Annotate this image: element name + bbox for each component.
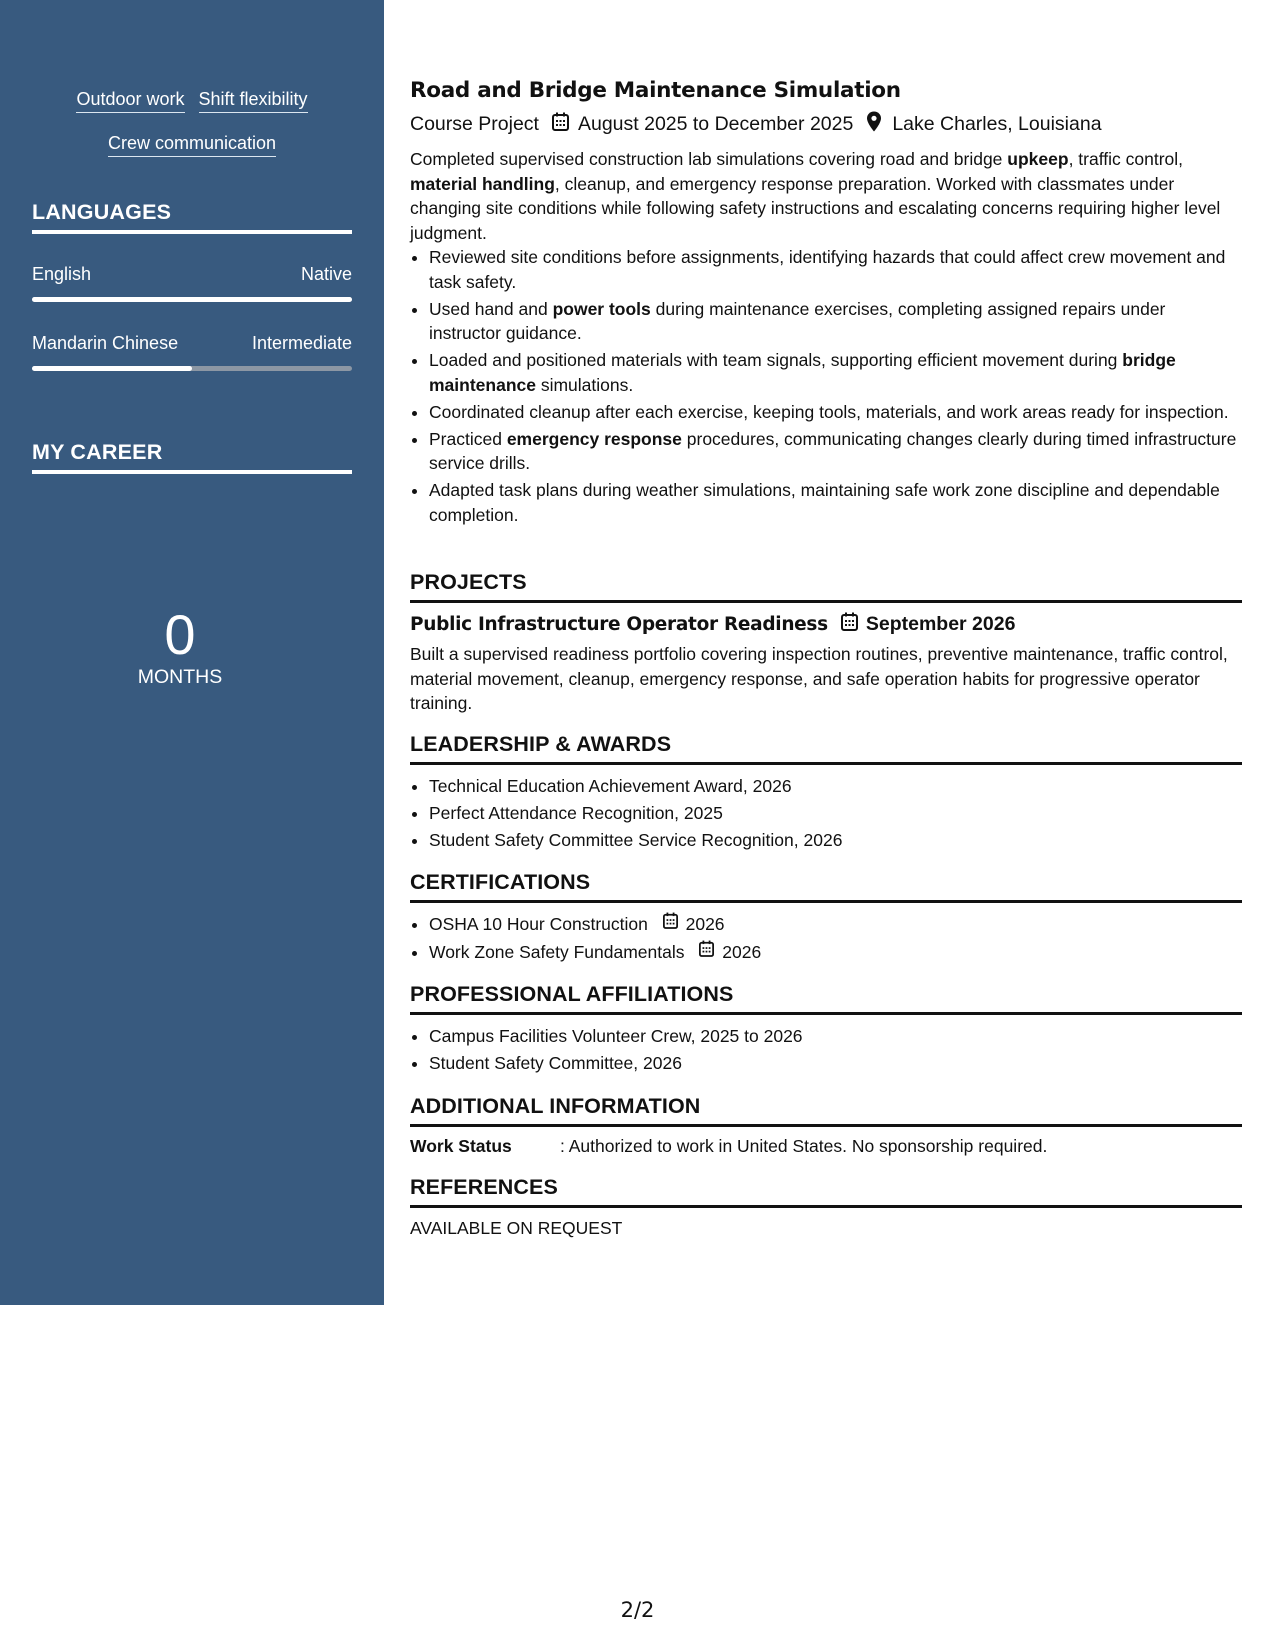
career-months-unit: MONTHS [137,666,223,688]
awards-list-block [410,774,1242,855]
awards-heading: LEADERSHIP & AWARDS [410,732,1242,765]
text-run: Adapted task plans during weather simulations, maintaining safe work zone discipline and dependable completion. [429,480,1220,525]
experience-summary [410,147,1242,245]
experience-bullets [410,245,1242,527]
text-run: Reviewed site conditions before assignments, identifying hazards that could affect crew movement and task safety. [429,247,1226,292]
list-item: • Technical Education Achievement Award, 2026 [429,774,1242,799]
experience-title: Road and Bridge Maintenance Simulation [410,78,901,103]
bold-text: power tools [552,298,651,319]
language-proficiency-fill [32,297,352,302]
calendar-icon [841,612,858,637]
project-date: September 2026 [865,613,1016,635]
list-item: • Student Safety Committee, 2026 [429,1051,1242,1076]
project-title-row [410,612,1015,637]
list-item [429,940,1242,966]
calendar-icon [663,911,678,936]
languages-heading: LANGUAGES [32,200,352,234]
project-description: Built a supervised readiness portfolio covering inspection routines, preventive maintenance, traffic control, material movement, cleanup, emergency response, and safe operation habits for progressive operator training. [410,644,1228,713]
language-proficiency-bar [32,297,352,302]
references-text: AVAILABLE ON REQUEST [410,1218,623,1238]
list-item: • Student Safety Committee Service Recognition, 2026 [429,828,1242,853]
text-run: Coordinated cleanup after each exercise, keeping tools, materials, and work areas ready for inspection. [429,401,1229,422]
work-status-label: Work Status [410,1136,512,1156]
language-level: Native [300,264,352,284]
certification-name: Work Zone Safety Fundamentals [429,942,685,963]
language-level: Intermediate [251,333,352,353]
text-run: Completed supervised construction lab simulations covering road and bridge [410,149,1008,169]
skill-tag: Shift flexibility [199,86,308,113]
calendar-icon [699,939,714,964]
references-heading: REFERENCES [410,1175,1242,1208]
experience-location: Lake Charles, Louisiana [892,113,1102,135]
experience-bullet [429,478,1242,527]
language-name: English [32,264,92,284]
bold-text: upkeep [1007,149,1069,169]
text-run: during maintenance exercises, completing assigned repairs under instructor guidance. [429,298,1166,343]
affiliations-heading: PROFESSIONAL AFFILIATIONS [410,982,1242,1015]
location-pin-icon [866,111,882,138]
sidebar [0,0,384,1305]
experience-bullet [429,400,1242,425]
certification-year: 2026 [722,942,762,963]
career-months-value: 0 [164,603,196,666]
language-proficiency-bar [32,366,352,371]
skill-tags [32,86,352,174]
certifications-list [410,912,1242,966]
certifications-list-block [410,912,1242,968]
certification-year: 2026 [685,914,725,934]
work-status-row [410,1134,1242,1159]
affiliations-list [410,1024,1242,1076]
bold-text: bridge maintenance [429,350,1176,395]
text-run: Loaded and positioned materials with team signals, supporting efficient movement during [429,350,1123,370]
list-item: • Perfect Attendance Recognition, 2025 [429,801,1242,826]
text-run: , cleanup, and emergency response preparation. Worked with classmates under changing site conditions while following safety instructions and escalating concerns requiring higher level judgment. [410,173,1221,243]
language-proficiency-fill [32,366,192,371]
project-description-block [410,642,1242,716]
additional-info-heading: ADDITIONAL INFORMATION [410,1094,1242,1127]
bold-text: emergency response [506,428,682,449]
bold-text: material handling [410,173,555,194]
experience-meta [410,111,1102,138]
projects-heading: PROJECTS [410,570,1242,603]
work-status-value: : Authorized to work in United States. No sponsorship required. [560,1136,1048,1156]
page-number: 2/2 [620,1598,655,1622]
experience-type: Course Project [410,113,539,135]
experience-bullet [429,427,1242,476]
experience-body [410,147,1242,530]
awards-list [410,774,1242,853]
list-item: • Campus Facilities Volunteer Crew, 2025 to 2026 [429,1024,1242,1049]
text-run: Used hand and [429,298,553,319]
experience-bullet [429,245,1242,294]
certifications-heading: CERTIFICATIONS [410,870,1242,903]
list-item [429,912,1242,938]
experience-dates: August 2025 to December 2025 [577,113,854,135]
text-run: procedures, communicating changes clearly during timed infrastructure service drills. [429,428,1237,473]
text-run: , traffic control, [1068,149,1184,169]
skill-tag: Outdoor work [76,86,184,113]
experience-bullet [429,297,1242,346]
career-heading: MY CAREER [32,440,352,474]
affiliations-list-block [410,1024,1242,1078]
language-name: Mandarin Chinese [32,333,179,353]
project-title: Public Infrastructure Operator Readiness [410,614,828,635]
language-row [32,264,352,285]
language-row [32,333,352,354]
experience-bullet [429,348,1242,397]
text-run: simulations. [535,374,634,395]
certification-name: OSHA 10 Hour Construction [429,914,648,934]
calendar-icon [552,112,569,137]
text-run: Practiced [429,428,507,449]
skill-tag: Crew communication [108,130,276,157]
